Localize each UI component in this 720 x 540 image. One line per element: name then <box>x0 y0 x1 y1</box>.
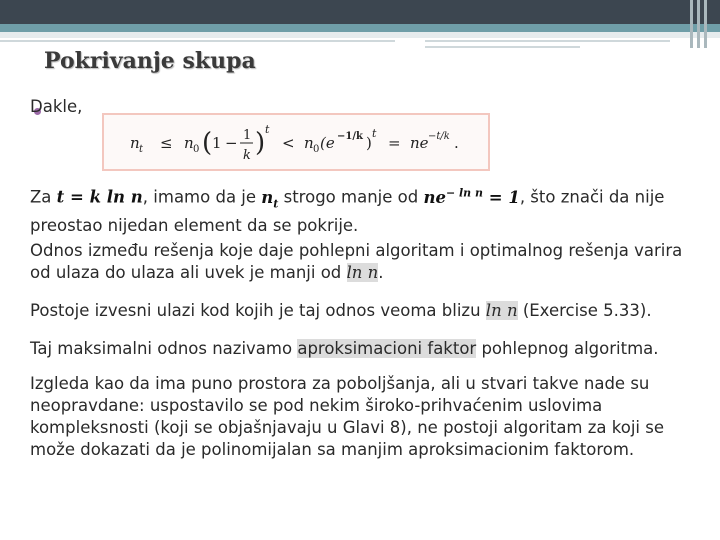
text: Postoje izvesni ulazi kod kojih je taj odnos veoma blizu <box>30 301 486 320</box>
header-stripe <box>690 0 693 48</box>
text: , imamo da je <box>142 187 262 207</box>
math-ln-n: ln n <box>485 301 518 320</box>
formula-frac-num: 1 <box>243 128 252 143</box>
formula-le: ≤ <box>160 134 173 152</box>
header-bar-dark <box>0 0 720 24</box>
math-nt-base: n <box>261 187 274 207</box>
math-eq-one: = 1 <box>483 187 520 207</box>
paragraph-approx-factor <box>30 338 690 360</box>
formula-mid-exp: −1/k <box>337 131 363 142</box>
formula-n0: n <box>184 134 194 152</box>
math-ne-base: ne <box>423 187 446 207</box>
text: , što znači da nije preostao nijedan element da se pokrije. <box>30 187 665 235</box>
formula-paren-close: ) <box>255 128 266 158</box>
header-stripe <box>704 0 707 48</box>
formula-n0-sub: 0 <box>193 144 200 155</box>
slide-title: Pokrivanje skupa <box>44 48 256 74</box>
formula-eq: = <box>388 134 401 152</box>
paragraph-complexity: Izgleda kao da ima puno prostora za poboljšanja, ali u stvari takve nade su neopravdane: uspostavilo se pod nekim široko-prihvaćenim uslovima kompleksnosti (koji se objašnjavaju u Glavi 8), ne postoji algoritam za koji se može dokazati da je polinomijalan sa manjim aproksimacionim faktorom. <box>30 374 664 459</box>
formula-one: 1 <box>212 134 222 152</box>
text: pohlepnog algoritma. <box>476 339 659 358</box>
text: (Exercise 5.33). <box>517 301 652 320</box>
formula-paren-open: ( <box>202 128 213 158</box>
text: Taj maksimalni odnos nazivamo <box>30 339 298 358</box>
term-approx-factor: aproksimacioni faktor <box>297 339 477 358</box>
formula-lhs-sub: t <box>139 144 144 155</box>
formula-rhs: ne <box>410 134 429 152</box>
formula <box>104 115 488 169</box>
math-t-eq: t = k ln n <box>56 187 143 207</box>
text: strogo manje od <box>278 187 424 207</box>
formula-mid-sub: 0 <box>313 144 320 155</box>
header-bar-teal <box>0 24 720 32</box>
header-rule <box>425 46 580 48</box>
header-rule <box>0 40 395 42</box>
header-rule <box>425 40 670 42</box>
text: Za <box>30 187 57 207</box>
formula-lhs: n <box>130 134 140 152</box>
formula-minus: − <box>225 134 238 152</box>
intro-text: Dakle, <box>30 97 83 116</box>
formula-lt: < <box>282 134 295 152</box>
formula-mid-power: t <box>372 127 377 140</box>
formula-mid: n <box>304 134 314 152</box>
header-bar-light <box>0 32 720 38</box>
math-ne-exp: − ln n <box>445 186 484 199</box>
paragraph-inputs <box>30 300 690 322</box>
formula-mid-close: ) <box>366 134 372 152</box>
math-ln-n: ln n <box>346 263 379 282</box>
formula-dot: . <box>454 134 459 152</box>
formula-mid-expr: (e <box>320 134 335 152</box>
formula-frac-den: k <box>243 148 251 163</box>
math-nt-sub: t <box>273 196 279 210</box>
paragraph-stop-condition <box>30 182 690 237</box>
text: Odnos između rešenja koje daje pohlepni algoritam i optimalnog rešenja varira od ulaza do ulaza ali uvek je manji od <box>30 241 683 282</box>
math-ne <box>423 188 519 207</box>
paragraph-ratio <box>30 240 690 284</box>
header-stripe <box>697 0 700 48</box>
formula-rhs-exp: −t/k <box>428 131 450 142</box>
formula-box <box>102 113 490 171</box>
math-nt <box>261 187 279 210</box>
formula-power-t: t <box>265 123 270 136</box>
text: . <box>378 263 384 282</box>
